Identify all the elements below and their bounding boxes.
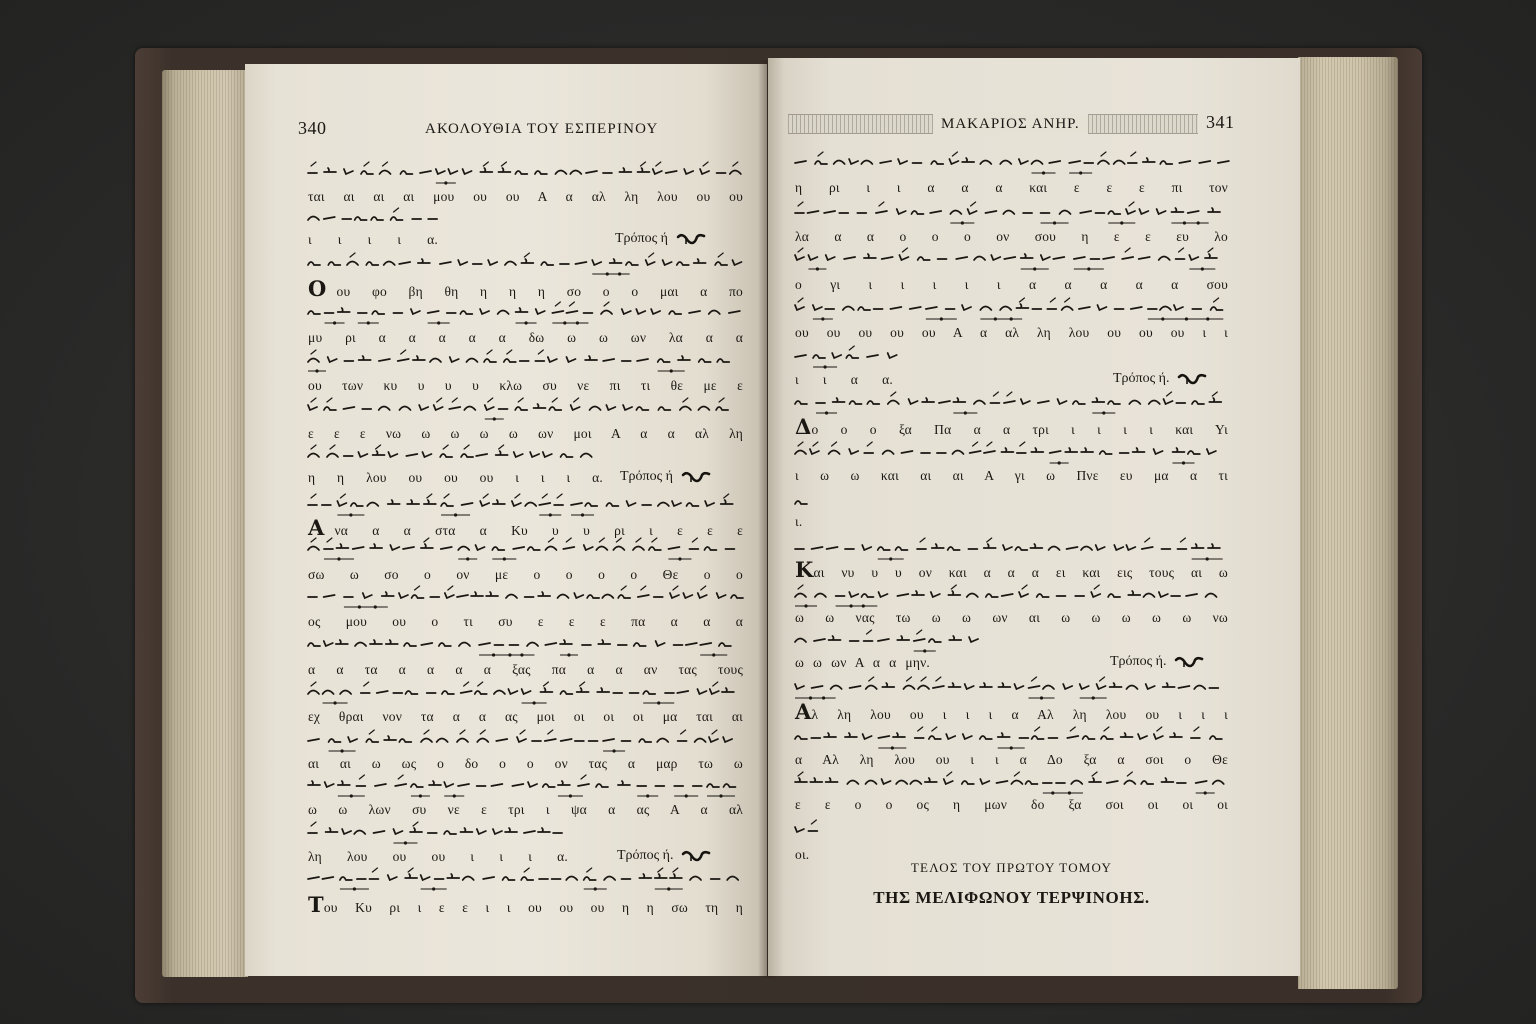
- lyric-line: [308, 378, 743, 394]
- neume-dot: [404, 841, 407, 844]
- syllables: ω ω ων Α α α μην.: [795, 655, 930, 670]
- neume-accent: [311, 682, 718, 686]
- lyric-line: [308, 662, 743, 678]
- neume-dot: [670, 369, 673, 372]
- neume-stroke: [308, 781, 736, 787]
- tropos-label: [1113, 370, 1207, 388]
- neume-stroke: [308, 217, 437, 221]
- syllables: εχ θραι νον τα α α ας μοι οι οι οι μα ται αι: [308, 709, 743, 724]
- neume-stroke: [795, 544, 1220, 550]
- neume-dot: [367, 321, 370, 324]
- neume-dot: [678, 557, 681, 560]
- syllables: ος μου ου ο τι συ ε ε ε πα α α α: [308, 614, 743, 629]
- neume-line: [795, 442, 1216, 465]
- neume-stroke: [795, 636, 978, 642]
- neume-accent: [798, 585, 1099, 589]
- neume-dot: [492, 653, 495, 656]
- neume-stroke: [308, 451, 592, 457]
- neume-stroke: [308, 259, 741, 265]
- neume-dot: [657, 701, 660, 704]
- drop-initial: Α: [308, 515, 325, 540]
- syllables: ε ε ο ο ος η μων δο ξα σοι οι οι οι: [795, 797, 1228, 812]
- tropos-mark-icon: [681, 470, 711, 484]
- neume-dot: [823, 365, 826, 368]
- neume-dot: [1079, 171, 1082, 174]
- neume-dot: [961, 221, 964, 224]
- neume-dot: [994, 317, 997, 320]
- syllables: α Αλ λη λου ου ι ι α Δο ξα α σοι ο Θε: [795, 752, 1228, 767]
- neume-dot: [333, 701, 336, 704]
- neume-dot: [437, 321, 440, 324]
- syllables: να α α στα α Κυ υ υ ρι ι ε ε ε: [334, 523, 743, 538]
- neume-stroke: [308, 308, 740, 314]
- drop-initial: Α: [795, 699, 812, 724]
- neume-line: [795, 677, 1218, 700]
- syllables: ι ι α α.: [795, 372, 893, 387]
- neume-stroke: [308, 404, 728, 410]
- neume-stroke: [795, 304, 1223, 310]
- tropos-label: [617, 847, 711, 865]
- neume-accent: [798, 248, 1213, 252]
- neume-dot: [524, 321, 527, 324]
- running-head: ΜΑΚΑΡΙΟΣ ΑΝΗΡ.: [933, 114, 1088, 134]
- lyric-line: [795, 180, 1228, 196]
- drop-initial: Τ: [308, 892, 324, 917]
- neume-stroke: [308, 544, 734, 550]
- neume-line: [308, 162, 741, 185]
- neume-stroke: [795, 501, 807, 504]
- neume-accent: [849, 346, 854, 350]
- syllables: ου των κυ υ υ υ κλω συ νε πι τι θε με ε: [308, 378, 743, 393]
- syllables: ται αι αι αι μου ου ου Α α αλ λη λου ου ου: [308, 189, 743, 204]
- neume-dot: [891, 746, 894, 749]
- neume-stroke: [308, 500, 733, 506]
- neume-accent: [311, 162, 738, 166]
- neume-line: [795, 152, 1229, 175]
- lyric-line: [308, 567, 743, 583]
- syllables: σω ω σο ο ον με ο ο ο ο Θε ο ο: [308, 567, 743, 582]
- neume-dot: [1010, 317, 1013, 320]
- neume-stroke: [795, 208, 1220, 214]
- neume-stroke: [795, 398, 1221, 404]
- neume-line: [795, 538, 1223, 561]
- lyric-line: [308, 849, 568, 865]
- neume-dot: [1010, 746, 1013, 749]
- neume-dot: [1102, 411, 1105, 414]
- lyric-line: [795, 514, 802, 530]
- neume-dot: [493, 417, 496, 420]
- tropos-label: [620, 468, 711, 486]
- lyric-line: [308, 276, 743, 301]
- lyric-line: [308, 614, 743, 630]
- neume-dot: [1120, 221, 1123, 224]
- running-head: ΑΚΟΛΟΥΘΙΑ ΤΟΥ ΕΣΠΕΡΙΝΟΥ: [425, 121, 659, 137]
- lyric-line: [795, 325, 1228, 341]
- neume-line: [795, 202, 1220, 225]
- drop-initial: Δ: [795, 414, 812, 439]
- lyric-line: [795, 277, 1228, 293]
- neume-accent: [555, 302, 609, 306]
- neume-line: [795, 392, 1221, 415]
- tropos-text: Τρόπος ή: [620, 469, 673, 484]
- neume-stroke: [308, 640, 731, 646]
- neume-dot: [1197, 221, 1200, 224]
- neume-dot: [712, 653, 715, 656]
- neume-dot: [1206, 557, 1209, 560]
- right-page: [768, 58, 1300, 976]
- neume-dot: [453, 794, 456, 797]
- neume-line: [795, 727, 1222, 750]
- neume-dot: [508, 653, 511, 656]
- neume-dot: [432, 887, 435, 890]
- neume-stroke: [308, 874, 738, 880]
- neume-accent: [920, 538, 1185, 542]
- left-page: [245, 64, 767, 976]
- neume-dot: [821, 317, 824, 320]
- neume-dot: [1068, 791, 1071, 794]
- lyric-line: [795, 699, 1228, 724]
- syllables: ο ο ο ξα Πα α α τρι ι ι ι ι και Υι: [811, 422, 1228, 437]
- left-page-edges: [162, 70, 248, 977]
- lyric-line: [308, 709, 743, 725]
- tropos-label: [615, 230, 706, 248]
- neume-dot: [1204, 791, 1207, 794]
- neume-dot: [940, 317, 943, 320]
- neume-line: [308, 586, 743, 609]
- neume-dot: [606, 272, 609, 275]
- syllables: ω ω λων συ νε ε τρι ι ψα α ας Α α αλ: [308, 802, 743, 817]
- neume-dot: [1183, 221, 1186, 224]
- neume-dot: [350, 794, 353, 797]
- neume-accent: [798, 442, 1025, 446]
- neume-line: [795, 630, 978, 653]
- neume-accent: [311, 398, 724, 402]
- neume-line: [308, 730, 732, 753]
- lyric-line: [795, 414, 1228, 439]
- neume-dot: [563, 321, 566, 324]
- neume-dot: [1185, 317, 1188, 320]
- neume-line: [308, 538, 734, 561]
- neume-dot: [576, 321, 579, 324]
- syllables: μυ ρι α α α α α δω ω ω ων λα α α: [308, 330, 743, 345]
- neume-stroke: [795, 591, 1217, 597]
- lyric-line: [308, 189, 743, 205]
- neume-dot: [349, 513, 352, 516]
- lyric-line: [795, 372, 893, 388]
- lyric-line: [308, 515, 743, 540]
- neume-line: [795, 346, 897, 369]
- tropos-mark-icon: [681, 849, 711, 863]
- neume-line: [308, 822, 562, 845]
- drop-initial: Ο: [308, 276, 327, 301]
- neume-dot: [1201, 267, 1204, 270]
- syllables: ο γι ι ι ι ι ι α α α α α σου: [795, 277, 1228, 292]
- neume-dot: [567, 653, 570, 656]
- neume-stroke: [795, 827, 817, 832]
- neume-dot: [569, 794, 572, 797]
- lyric-line: [795, 229, 1228, 245]
- neume-accent: [311, 494, 729, 498]
- syllables: αι αι ω ως ο δο ο ο ον τας α μαρ τω ω: [308, 756, 743, 771]
- tropos-mark-icon: [1174, 655, 1204, 669]
- neume-accent: [311, 350, 543, 354]
- neume-line: [308, 775, 736, 798]
- neume-line: [308, 494, 733, 517]
- neume-dot: [1042, 171, 1045, 174]
- neume-dot: [1092, 696, 1095, 699]
- syllables: λα α α ο ο ο ον σου η ε ε ευ λο: [795, 229, 1228, 244]
- neume-dot: [646, 794, 649, 797]
- syllables: λη λου ου ου ι ι ι α.: [308, 849, 568, 864]
- neume-dot: [816, 267, 819, 270]
- neume-accent: [394, 208, 399, 212]
- neume-stroke: [308, 592, 743, 598]
- neume-dot: [1161, 317, 1164, 320]
- neume-dot: [358, 605, 361, 608]
- lyric-line: [308, 330, 743, 346]
- neume-line: [308, 682, 734, 705]
- neume-line: [308, 398, 728, 421]
- neume-dot: [612, 749, 615, 752]
- neume-line: [308, 302, 740, 325]
- neume-dot: [444, 181, 447, 184]
- neume-line: [308, 868, 738, 891]
- neume-dot: [862, 604, 865, 607]
- syllables: ου Κυ ρι ι ε ε ι ι ου ου ου η η σω τη η: [323, 900, 743, 915]
- neume-stroke: [795, 733, 1222, 739]
- lyric-line: [795, 752, 1228, 768]
- neume-accent: [818, 152, 1136, 156]
- lyric-line: [308, 892, 743, 917]
- syllables: ι ω ω και αι αι Α γι ω Πνε ευ μα α τι: [795, 468, 1228, 483]
- neume-dot: [337, 557, 340, 560]
- lyric-line: [308, 802, 743, 818]
- neume-dot: [1206, 317, 1209, 320]
- neume-dot: [804, 604, 807, 607]
- neume-accent: [918, 727, 1199, 731]
- neume-dot: [889, 557, 892, 560]
- syllables: ε ε ε νω ω ω ω ω ων μοι Α α α αλ λη: [308, 426, 743, 441]
- drop-initial: Κ: [795, 557, 814, 582]
- syllables: οι.: [795, 847, 810, 862]
- tropos-text: Τρόπος ή.: [617, 848, 674, 863]
- neume-stroke: [795, 448, 1216, 454]
- right-page-edges: [1298, 57, 1398, 989]
- syllables: λ λη λου ου ι ι ι α Αλ λη λου ου ι ι ι: [811, 707, 1228, 722]
- neume-dot: [374, 605, 377, 608]
- tropos-text: Τρόπος ή.: [1110, 654, 1167, 669]
- neume-dot: [1053, 221, 1056, 224]
- neume-accent: [359, 775, 586, 779]
- neume-line: [245, 64, 592, 457]
- tropos-mark-icon: [676, 232, 706, 246]
- neume-accent: [867, 630, 922, 634]
- neume-accent: [891, 392, 1217, 396]
- neume-dot: [685, 794, 688, 797]
- neume-line: [795, 298, 1223, 321]
- neume-accent: [311, 822, 418, 826]
- neume-stroke: [308, 356, 729, 362]
- syllables: ω ω νας τω ω ω ων αι ω ω ω ω ω νω: [795, 610, 1228, 625]
- neume-line: [308, 253, 741, 276]
- neume-accent: [798, 772, 1132, 776]
- neume-line: [795, 772, 1224, 795]
- neume-dot: [1051, 791, 1054, 794]
- colophon-book-title: ΤΗΣ ΜΕΛΙΦΩΝΟΥ ΤΕΡΨΙΝΟΗΣ.: [873, 888, 1150, 907]
- syllables: α α τα α α α α ξας πα α α αν τας τους: [308, 662, 743, 677]
- syllables: ου ου ου ου ου Α α αλ λη λου ου ου ου ι ι: [795, 325, 1228, 340]
- neume-dot: [825, 411, 828, 414]
- neume-dot: [454, 513, 457, 516]
- neume-accent: [415, 586, 706, 590]
- syllables: ι.: [795, 514, 803, 529]
- neume-dot: [315, 369, 318, 372]
- neume-dot: [822, 696, 825, 699]
- neume-accent: [311, 445, 504, 449]
- syllables: η ρι ι ι α α α και ε ε ε πι τον: [795, 180, 1228, 195]
- neume-accent: [811, 820, 816, 824]
- neume-dot: [719, 794, 722, 797]
- neume-dot: [466, 557, 469, 560]
- neume-dot: [340, 749, 343, 752]
- neume-dot: [549, 513, 552, 516]
- neume-stroke: [308, 828, 562, 834]
- lyric-line: [308, 426, 743, 442]
- syllables: η η λου ου ου ου ι ι ι α.: [308, 470, 603, 485]
- neume-accent: [798, 202, 1134, 206]
- neume-stroke: [308, 736, 732, 742]
- neume-stroke: [795, 778, 1224, 784]
- tropos-label: [1110, 653, 1204, 671]
- neume-dot: [533, 701, 536, 704]
- neume-dot: [850, 604, 853, 607]
- tropos-text: Τρόπος ή.: [1113, 371, 1170, 386]
- lyric-line: [795, 557, 1228, 582]
- neume-dot: [964, 411, 967, 414]
- neume-dot: [1182, 461, 1185, 464]
- neume-dot: [581, 513, 584, 516]
- neume-accent: [869, 677, 1105, 681]
- neume-dot: [618, 272, 621, 275]
- syllables: ου φο βη θη η η η σο ο ο μαι α πο: [336, 284, 743, 299]
- tropos-text: Τρόπος ή: [615, 231, 668, 246]
- neume-stroke: [795, 353, 897, 358]
- syllables: αι νυ υ υ ον και α α α ει και εις τους αι ω: [813, 565, 1228, 580]
- lyric-line: [308, 470, 603, 486]
- neume-stroke: [308, 168, 741, 174]
- neume-line: [308, 350, 729, 373]
- neume-stroke: [795, 158, 1229, 164]
- neume-dot: [353, 887, 356, 890]
- neume-dot: [1058, 461, 1061, 464]
- lyric-line: [795, 468, 1228, 484]
- lyric-line: [795, 610, 1228, 626]
- page-number: 341: [1206, 112, 1235, 132]
- neume-dot: [503, 557, 506, 560]
- neume-accent: [372, 868, 677, 872]
- neume-line: [795, 585, 1217, 608]
- neume-dot: [520, 653, 523, 656]
- neume-accent: [369, 730, 717, 734]
- neume-dot: [667, 887, 670, 890]
- neume-dot: [594, 887, 597, 890]
- syllables: ι ι ι ι α.: [308, 232, 438, 247]
- neume-dot: [1033, 267, 1036, 270]
- page-number: 340: [298, 118, 327, 138]
- tropos-mark-icon: [1177, 372, 1207, 386]
- neume-dot: [333, 321, 336, 324]
- neume-dot: [923, 649, 926, 652]
- neume-stroke: [795, 254, 1217, 260]
- neume-line: [795, 248, 1217, 271]
- lyric-line: [795, 655, 930, 671]
- neume-stroke: [308, 688, 734, 694]
- neume-accent: [350, 253, 723, 257]
- neume-accent: [798, 298, 1219, 302]
- colophon-end-of-volume: ΤΕΛΟΣ ΤΟΥ ΠΡΩΤΟΥ ΤΟΜΟΥ: [910, 860, 1113, 875]
- neume-dot: [419, 794, 422, 797]
- lyric-line: [308, 756, 743, 772]
- neume-accent: [311, 538, 697, 542]
- neume-stroke: [795, 683, 1218, 689]
- neume-dot: [1087, 267, 1090, 270]
- lyric-line: [795, 797, 1228, 813]
- lyric-line: [308, 232, 438, 248]
- neume-dot: [1040, 696, 1043, 699]
